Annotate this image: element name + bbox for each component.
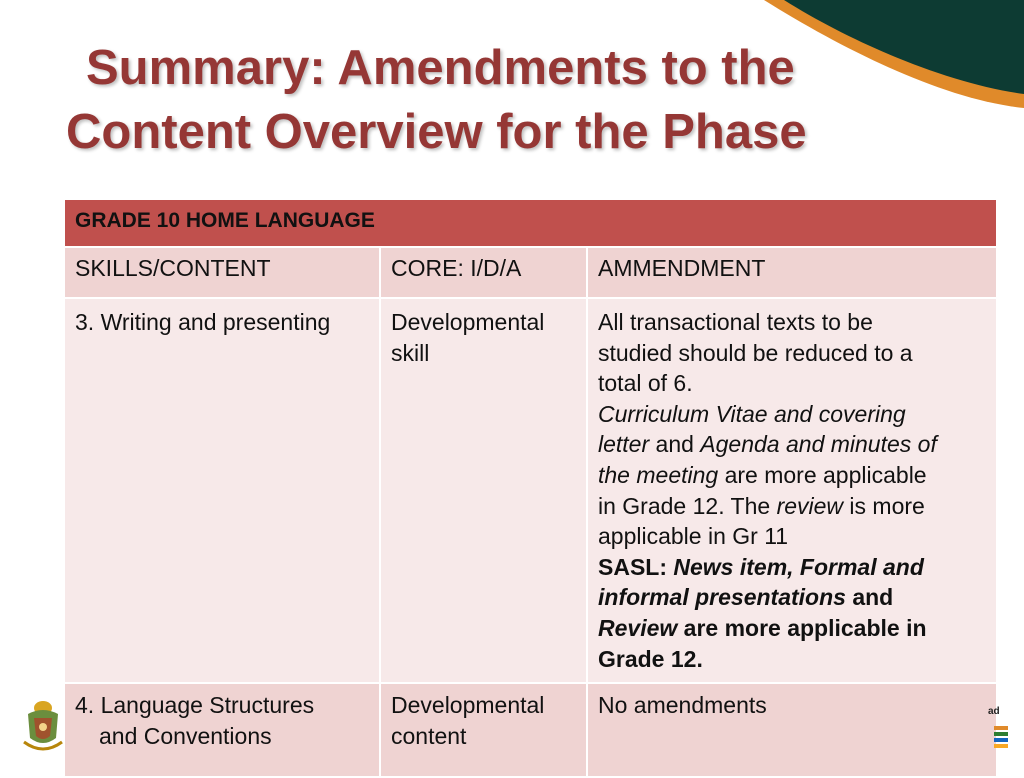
core-cell xyxy=(380,683,587,777)
amendment-cell: No amendments xyxy=(587,683,997,777)
amendment-text: the meeting xyxy=(598,461,719,488)
amendments-table xyxy=(63,198,998,778)
amendment-text: Curriculum Vitae and covering xyxy=(598,400,906,427)
skill-cell: 3. Writing and presenting xyxy=(64,298,380,683)
amendment-text: Agenda and minutes of xyxy=(700,431,937,458)
amendment-text: in Grade 12. The xyxy=(598,492,777,519)
amendment-text: studied should be reduced to a xyxy=(598,339,913,366)
column-header-core: CORE: I/D/A xyxy=(380,247,587,298)
sasl-text: and xyxy=(845,584,894,611)
amendment-text: All transactional texts to be xyxy=(598,309,873,335)
skill-line: 4. Language Structures xyxy=(75,692,315,718)
amendment-text: review xyxy=(776,492,844,519)
department-logo-text: ad xyxy=(988,706,1000,717)
amendment-text: is more xyxy=(843,492,925,519)
sasl-text: News item, Formal and xyxy=(673,553,924,580)
table-row xyxy=(64,298,997,683)
sasl-text: Grade 12. xyxy=(598,645,703,672)
column-header-row xyxy=(64,247,997,298)
sasl-label: SASL: xyxy=(598,553,674,580)
table-header: GRADE 10 HOME LANGUAGE xyxy=(64,199,997,247)
core-line: Developmental xyxy=(391,692,545,718)
skill-line: and Conventions xyxy=(99,722,272,749)
amendment-text: and xyxy=(649,431,701,458)
slide-title-line-2: Content Overview for the Phase xyxy=(66,105,807,159)
amendment-text: total of 6. xyxy=(598,370,693,397)
core-line: skill xyxy=(391,339,430,366)
amendment-text: applicable in Gr 11 xyxy=(598,523,789,550)
slide-title xyxy=(66,36,966,164)
core-cell xyxy=(380,298,587,683)
amendment-cell xyxy=(587,298,997,683)
column-header-amendment: AMMENDMENT xyxy=(587,247,997,298)
core-line: content xyxy=(391,722,467,749)
table-header-row xyxy=(64,199,997,247)
sasl-text: Review xyxy=(598,614,678,641)
sasl-text: are more applicable in xyxy=(677,614,927,641)
core-line: Developmental xyxy=(391,309,545,335)
skill-cell xyxy=(64,683,380,777)
table-row xyxy=(64,683,997,777)
slide-title-line-1: Summary: Amendments to the xyxy=(86,41,795,95)
amendment-text: are more applicable xyxy=(718,461,927,488)
coat-of-arms-icon xyxy=(20,698,66,754)
sasl-text: informal presentations xyxy=(598,584,846,611)
column-header-skills: SKILLS/CONTENT xyxy=(64,247,380,298)
amendment-text: letter xyxy=(598,431,650,458)
